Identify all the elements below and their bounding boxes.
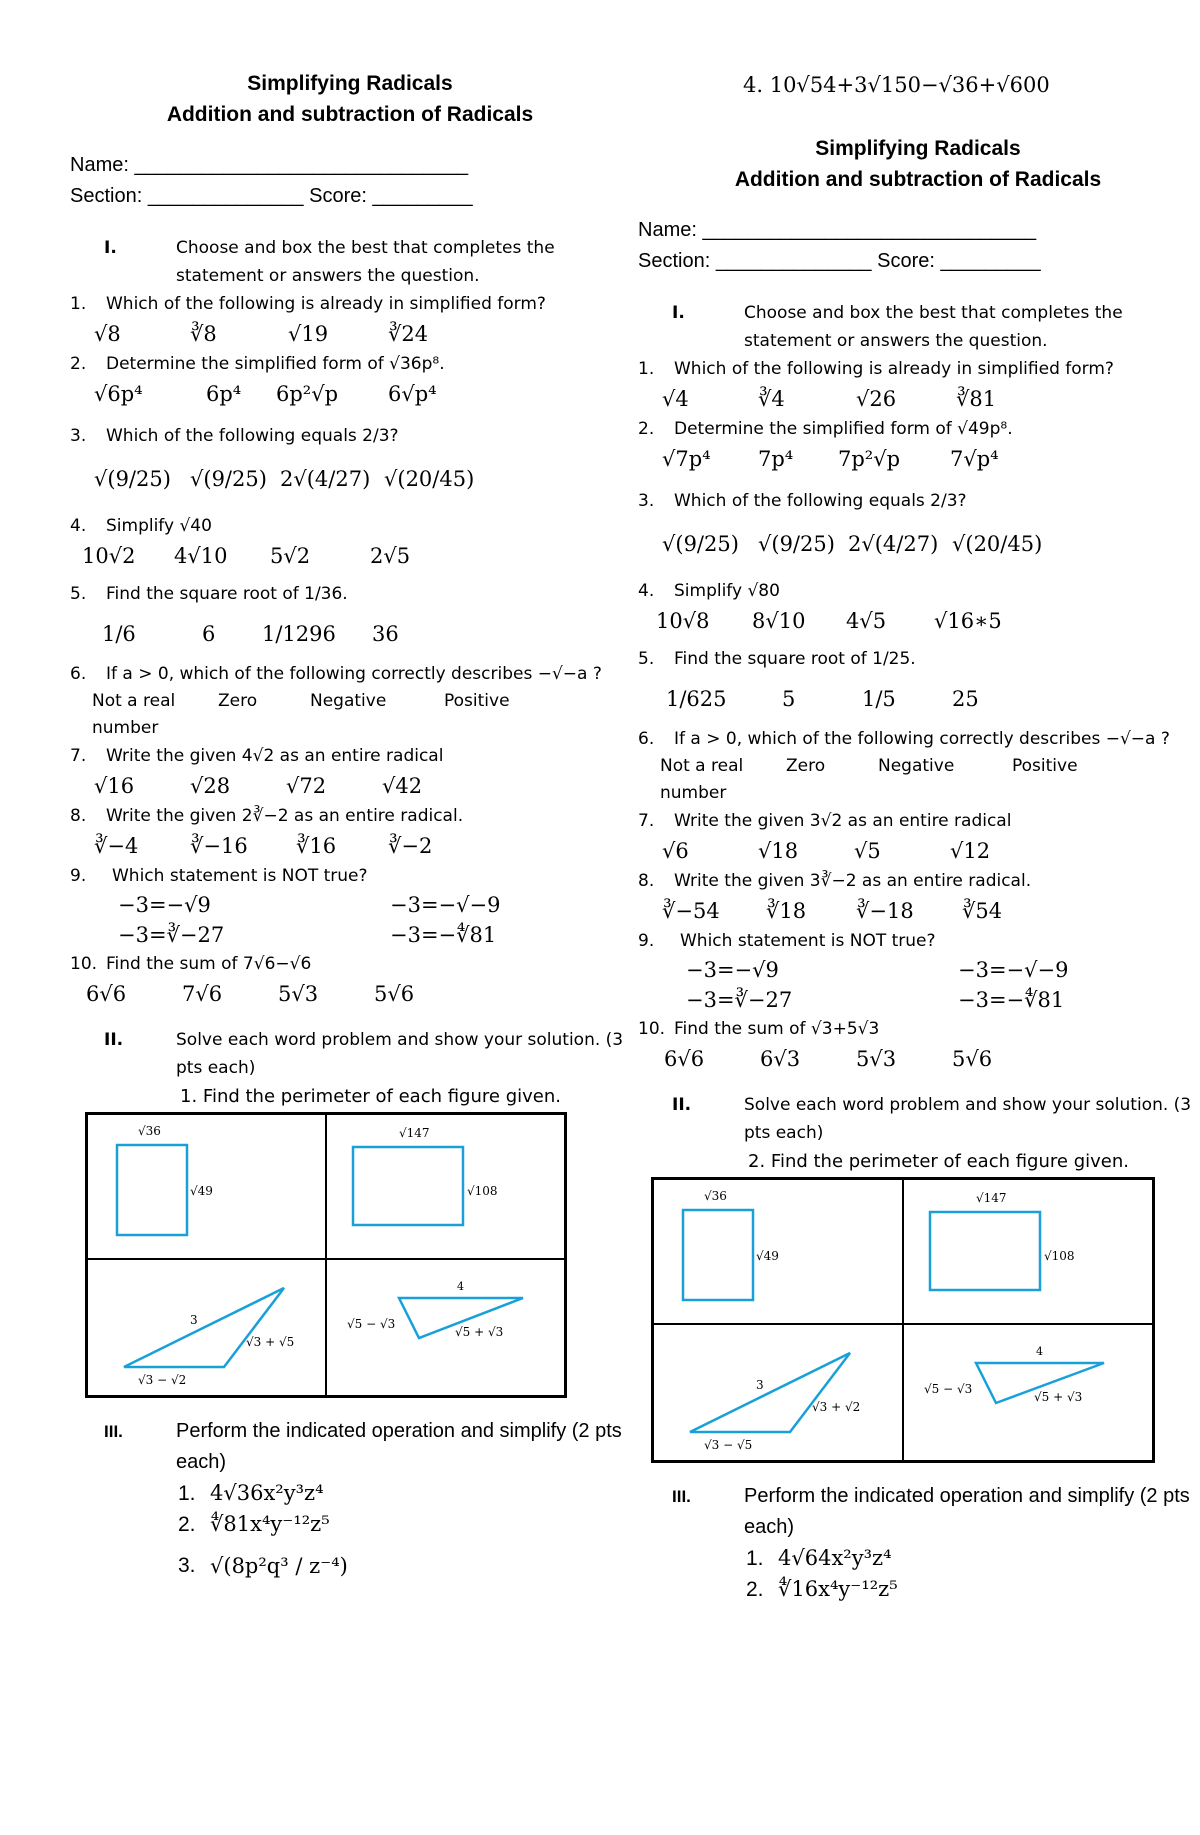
question-3: 3. Which of the following equals 2/3? (638, 487, 1198, 515)
answer-option: 5√2 (270, 544, 311, 568)
question-8: 8. Write the given 3∛−2 as an entire radical. (638, 867, 1198, 895)
answer-options (638, 515, 1198, 573)
question-4: 4. Simplify √40 (70, 512, 630, 540)
answer-option: √7p⁴ (662, 447, 711, 471)
answer-option: 6√6 (664, 1047, 705, 1071)
side-label: √5 + √3 (1034, 1390, 1083, 1404)
question-7: 7. Write the given 3√2 as an entire radical (638, 807, 1198, 835)
answer-option: 2√(4/27) (280, 467, 371, 491)
answer-option: √19 (288, 322, 329, 346)
section-3-heading (70, 1416, 630, 1478)
answer-option: ∛54 (962, 899, 1003, 923)
answer-options (70, 770, 630, 802)
answer-option: ∛−2 (388, 834, 433, 858)
answer-options (638, 1043, 1198, 1075)
question-7: 7. Write the given 4√2 as an entire radical (70, 742, 630, 770)
question-text: If a > 0, which of the following correctly describes −√−a ? (106, 664, 602, 684)
answer-option: 4√5 (846, 609, 887, 633)
answer-options (638, 443, 1198, 475)
answer-option: 7p⁴ (758, 447, 794, 471)
section-2-heading (638, 1091, 1198, 1147)
section-instructions: Choose and box the best that completes the statement or answers the question. (744, 303, 1123, 351)
answer-option: −3=−∜81 (958, 988, 1065, 1012)
figure-square (653, 1179, 903, 1324)
question-1: 1. Which of the following is already in simplified form? (638, 355, 1198, 383)
answer-option: 6√p⁴ (388, 382, 437, 406)
operation-item: 3. √(8p²q³ / z⁻⁴) (178, 1540, 630, 1592)
question-5: 5. Find the square root of 1/25. (638, 645, 1198, 673)
answer-options (638, 955, 1198, 1015)
rectangle-figure (327, 1115, 565, 1258)
figure-grid (85, 1112, 567, 1398)
side-label: √3 + √5 (246, 1335, 295, 1349)
figure-triangle-2 (326, 1259, 565, 1396)
question-text: Write the given 2∛−2 as an entire radical. (106, 806, 464, 826)
section-number: II. (672, 1095, 692, 1115)
answer-option: 6√3 (760, 1047, 801, 1071)
answer-option: 1/1296 (262, 622, 336, 646)
section-3-heading (638, 1481, 1198, 1543)
side-label: √3 + √2 (812, 1400, 861, 1414)
question-9: 9. Which statement is NOT true? (638, 927, 1198, 955)
answer-options (70, 318, 630, 350)
answer-option: 8√10 (752, 609, 806, 633)
side-label: √3 − √5 (704, 1438, 753, 1452)
section-1-heading (638, 299, 1198, 355)
question-text: Simplify √80 (674, 581, 780, 601)
triangle-shape (124, 1288, 284, 1367)
answer-option: −3=−√9 (686, 958, 779, 982)
side-label: √108 (1044, 1249, 1075, 1263)
question-text: Simplify √40 (106, 516, 212, 536)
side-label: √49 (756, 1249, 779, 1263)
triangle-figure (904, 1325, 1152, 1460)
answer-option: 5 (782, 687, 796, 711)
answer-option: √16∗5 (934, 609, 1002, 633)
operation-list (70, 1478, 630, 1592)
answer-option: −3=−√−9 (390, 893, 501, 917)
answer-option: √28 (190, 774, 231, 798)
section-number: III. (104, 1422, 123, 1441)
figure-grid (651, 1177, 1155, 1463)
answer-option: √8 (94, 322, 121, 346)
side-label: 3 (190, 1313, 198, 1327)
question-text: Which statement is NOT true? (680, 931, 936, 951)
answer-option: 4√10 (174, 544, 228, 568)
answer-option: Negative (310, 691, 387, 711)
square-figure (88, 1115, 326, 1258)
answer-option: 5√3 (278, 982, 319, 1006)
section-number: I. (672, 303, 685, 323)
side-label: √5 + √3 (455, 1325, 504, 1339)
question-text: Which of the following is already in simplified form? (674, 359, 1114, 379)
answer-option: √4 (662, 387, 689, 411)
answer-option: 6p⁴ (206, 382, 242, 406)
side-label: √36 (138, 1124, 161, 1138)
side-label: 3 (756, 1378, 764, 1392)
answer-option: Zero (218, 691, 258, 711)
operation-expression: 4. 10√54+3√150−√36+√600 (743, 73, 1050, 97)
worksheet-subtitle: Addition and subtraction of Radicals (166, 103, 534, 126)
section-number: II. (104, 1030, 124, 1050)
worksheet-title: Simplifying Radicals (247, 72, 453, 95)
question-2: 2. Determine the simplified form of √36p⁸. (70, 350, 630, 378)
answer-option: 36 (372, 622, 399, 646)
answer-option: √6p⁴ (94, 382, 143, 406)
answer-option: 7p²√p (838, 447, 901, 471)
answer-option: √(9/25) (758, 532, 835, 556)
answer-options (638, 673, 1198, 725)
answer-option: ∛8 (190, 322, 217, 346)
figure-triangle-1 (87, 1259, 326, 1396)
side-label: √147 (399, 1126, 430, 1140)
question-text: Determine the simplified form of √49p⁸. (674, 419, 1013, 439)
answer-option: √(20/45) (384, 467, 475, 491)
question-text: Which of the following equals 2/3? (674, 491, 967, 511)
triangle-figure (327, 1260, 565, 1395)
answer-options (70, 830, 630, 862)
question-10: 10. Find the sum of 7√6−√6 (70, 950, 630, 978)
answer-option: ∛−4 (94, 834, 139, 858)
side-label: √147 (976, 1191, 1007, 1205)
question-text: Find the square root of 1/36. (106, 584, 348, 604)
answer-option: 6√6 (86, 982, 127, 1006)
answer-option: √16 (94, 774, 135, 798)
figure-question: 1. Find the perimeter of each figure given. (180, 1086, 561, 1107)
operation-expression: 4√64x²y³z⁴ (778, 1546, 892, 1570)
square-figure (654, 1180, 902, 1323)
question-6: 6. If a > 0, which of the following correctly describes −√−a ? (70, 660, 630, 688)
triangle-shape (690, 1353, 850, 1432)
operation-item: 2. ∜81x⁴y⁻¹²z⁵ (178, 1509, 630, 1540)
question-4: 4. Simplify √80 (638, 577, 1198, 605)
operation-expression: 4√36x²y³z⁴ (210, 1481, 324, 1505)
answer-options (70, 378, 630, 410)
section-1-heading (70, 234, 630, 290)
answer-options (70, 890, 630, 950)
answer-option: √42 (382, 774, 423, 798)
figure-rectangle (903, 1179, 1153, 1324)
side-label: √108 (467, 1184, 498, 1198)
worksheet-right (638, 0, 1198, 1605)
figure-question: 2. Find the perimeter of each figure given. (748, 1151, 1129, 1172)
answer-options (70, 978, 630, 1010)
answer-option: Zero (786, 756, 826, 776)
operation-list (638, 1543, 1198, 1605)
answer-options (638, 753, 1198, 807)
question-1: 1. Which of the following is already in simplified form? (70, 290, 630, 318)
question-text: Write the given 3∛−2 as an entire radical. (674, 871, 1032, 891)
answer-option: ∛18 (766, 899, 807, 923)
answer-option: 2√5 (370, 544, 411, 568)
answer-options (638, 383, 1198, 415)
answer-option: ∛−18 (856, 899, 914, 923)
square-shape (117, 1145, 187, 1235)
triangle-figure (88, 1260, 326, 1395)
question-text: Find the sum of √3+5√3 (674, 1019, 880, 1039)
answer-option: 10√8 (656, 609, 710, 633)
section-instructions: Solve each word problem and show your solution. (3 pts each) (744, 1095, 1192, 1143)
answer-option: √72 (286, 774, 327, 798)
side-label: 4 (1036, 1345, 1043, 1358)
rectangle-figure (904, 1180, 1152, 1323)
side-label: √5 − √3 (347, 1317, 396, 1331)
question-text: Find the square root of 1/25. (674, 649, 916, 669)
worksheet-left (70, 0, 630, 1592)
answer-option: 10√2 (82, 544, 136, 568)
operation-item: 1. 4√64x²y³z⁴ (746, 1543, 1198, 1574)
side-label: √5 − √3 (924, 1382, 973, 1396)
answer-option: −3=−√9 (118, 893, 211, 917)
answer-options (70, 688, 630, 742)
answer-options (638, 895, 1198, 927)
answer-option: √(9/25) (662, 532, 739, 556)
name-field: Name: ______________________________ (70, 154, 469, 176)
answer-option: 25 (952, 687, 979, 711)
section-instructions: Solve each word problem and show your solution. (3 pts each) (176, 1030, 624, 1078)
rectangle-shape (930, 1212, 1040, 1290)
worksheet-subtitle: Addition and subtraction of Radicals (734, 168, 1102, 191)
answer-option: Positive (444, 691, 510, 711)
answer-option: 1/625 (666, 687, 727, 711)
answer-option: −3=−√−9 (958, 958, 1069, 982)
answer-option: Not a real number (660, 756, 744, 803)
question-2: 2. Determine the simplified form of √49p⁸. (638, 415, 1198, 443)
answer-option: 6 (202, 622, 216, 646)
side-label: √3 − √2 (138, 1373, 187, 1387)
answer-option: ∛4 (758, 387, 785, 411)
section-number: III. (672, 1487, 691, 1506)
answer-options (638, 605, 1198, 637)
answer-option: √12 (950, 839, 991, 863)
answer-options (70, 450, 630, 508)
figure-triangle-2 (903, 1324, 1153, 1461)
operation-expression: ∜16x⁴y⁻¹²z⁵ (778, 1577, 898, 1601)
answer-option: √(9/25) (190, 467, 267, 491)
answer-option: 5√6 (374, 982, 415, 1006)
answer-option: 2√(4/27) (848, 532, 939, 556)
figure-triangle-1 (653, 1324, 903, 1461)
rectangle-shape (353, 1147, 463, 1225)
answer-options (638, 835, 1198, 867)
question-text: If a > 0, which of the following correctly describes −√−a ? (674, 729, 1170, 749)
answer-option: 1/6 (102, 622, 136, 646)
figure-rectangle (326, 1114, 565, 1259)
answer-option: √26 (856, 387, 897, 411)
name-field: Name: ______________________________ (638, 219, 1037, 241)
section-score-field: Section: ______________ Score: _________ (638, 250, 1041, 272)
section-instructions: Perform the indicated operation and simplify (2 pts each) (744, 1485, 1190, 1538)
question-text: Find the sum of 7√6−√6 (106, 954, 312, 974)
answer-option: Negative (878, 756, 955, 776)
section-instructions: Perform the indicated operation and simplify (2 pts each) (176, 1420, 622, 1473)
triangle-figure (654, 1325, 902, 1460)
operation-item: 2. ∜16x⁴y⁻¹²z⁵ (746, 1574, 1198, 1605)
question-6: 6. If a > 0, which of the following correctly describes −√−a ? (638, 725, 1198, 753)
side-label: 4 (457, 1280, 464, 1293)
answer-option: −3=−∜81 (390, 923, 497, 947)
operation-item: 1. 4√36x²y³z⁴ (178, 1478, 630, 1509)
answer-option: √(9/25) (94, 467, 171, 491)
section-score-field: Section: ______________ Score: _________ (70, 185, 473, 207)
square-shape (683, 1210, 753, 1300)
operation-expression: √(8p²q³ / z⁻⁴) (210, 1554, 348, 1578)
side-label: √36 (704, 1189, 727, 1203)
question-10: 10. Find the sum of √3+5√3 (638, 1015, 1198, 1043)
question-5: 5. Find the square root of 1/36. (70, 580, 630, 608)
answer-option: 5√6 (952, 1047, 993, 1071)
section-instructions: Choose and box the best that completes the statement or answers the question. (176, 238, 555, 286)
figure-square (87, 1114, 326, 1259)
carried-over-item (638, 70, 1198, 101)
operation-expression: ∜81x⁴y⁻¹²z⁵ (210, 1512, 330, 1536)
answer-option: −3=∛−27 (686, 988, 793, 1012)
section-2-heading (70, 1026, 630, 1082)
question-8: 8. Write the given 2∛−2 as an entire radical. (70, 802, 630, 830)
answer-option: ∛16 (296, 834, 337, 858)
question-text: Which of the following is already in simplified form? (106, 294, 546, 314)
answer-option: 5√3 (856, 1047, 897, 1071)
side-label: √49 (190, 1184, 213, 1198)
answer-option: −3=∛−27 (118, 923, 225, 947)
answer-option: 6p²√p (276, 382, 339, 406)
question-text: Determine the simplified form of √36p⁸. (106, 354, 445, 374)
answer-option: √18 (758, 839, 799, 863)
question-text: Which statement is NOT true? (112, 866, 368, 886)
question-3: 3. Which of the following equals 2/3? (70, 422, 630, 450)
answer-option: Positive (1012, 756, 1078, 776)
answer-option: ∛24 (388, 322, 429, 346)
answer-option: ∛−16 (190, 834, 248, 858)
answer-option: ∛−54 (662, 899, 720, 923)
answer-option: 7√p⁴ (950, 447, 999, 471)
question-text: Write the given 4√2 as an entire radical (106, 746, 444, 766)
answer-options (70, 608, 630, 660)
question-9: 9. Which statement is NOT true? (70, 862, 630, 890)
question-text: Which of the following equals 2/3? (106, 426, 399, 446)
worksheet-title: Simplifying Radicals (815, 137, 1021, 160)
answer-option: √5 (854, 839, 881, 863)
answer-option: ∛81 (956, 387, 997, 411)
question-text: Write the given 3√2 as an entire radical (674, 811, 1012, 831)
section-number: I. (104, 238, 117, 258)
answer-option: 1/5 (862, 687, 896, 711)
answer-option: Not a real number (92, 691, 176, 738)
answer-option: 7√6 (182, 982, 223, 1006)
answer-option: √(20/45) (952, 532, 1043, 556)
answer-option: √6 (662, 839, 689, 863)
answer-options (70, 540, 630, 572)
